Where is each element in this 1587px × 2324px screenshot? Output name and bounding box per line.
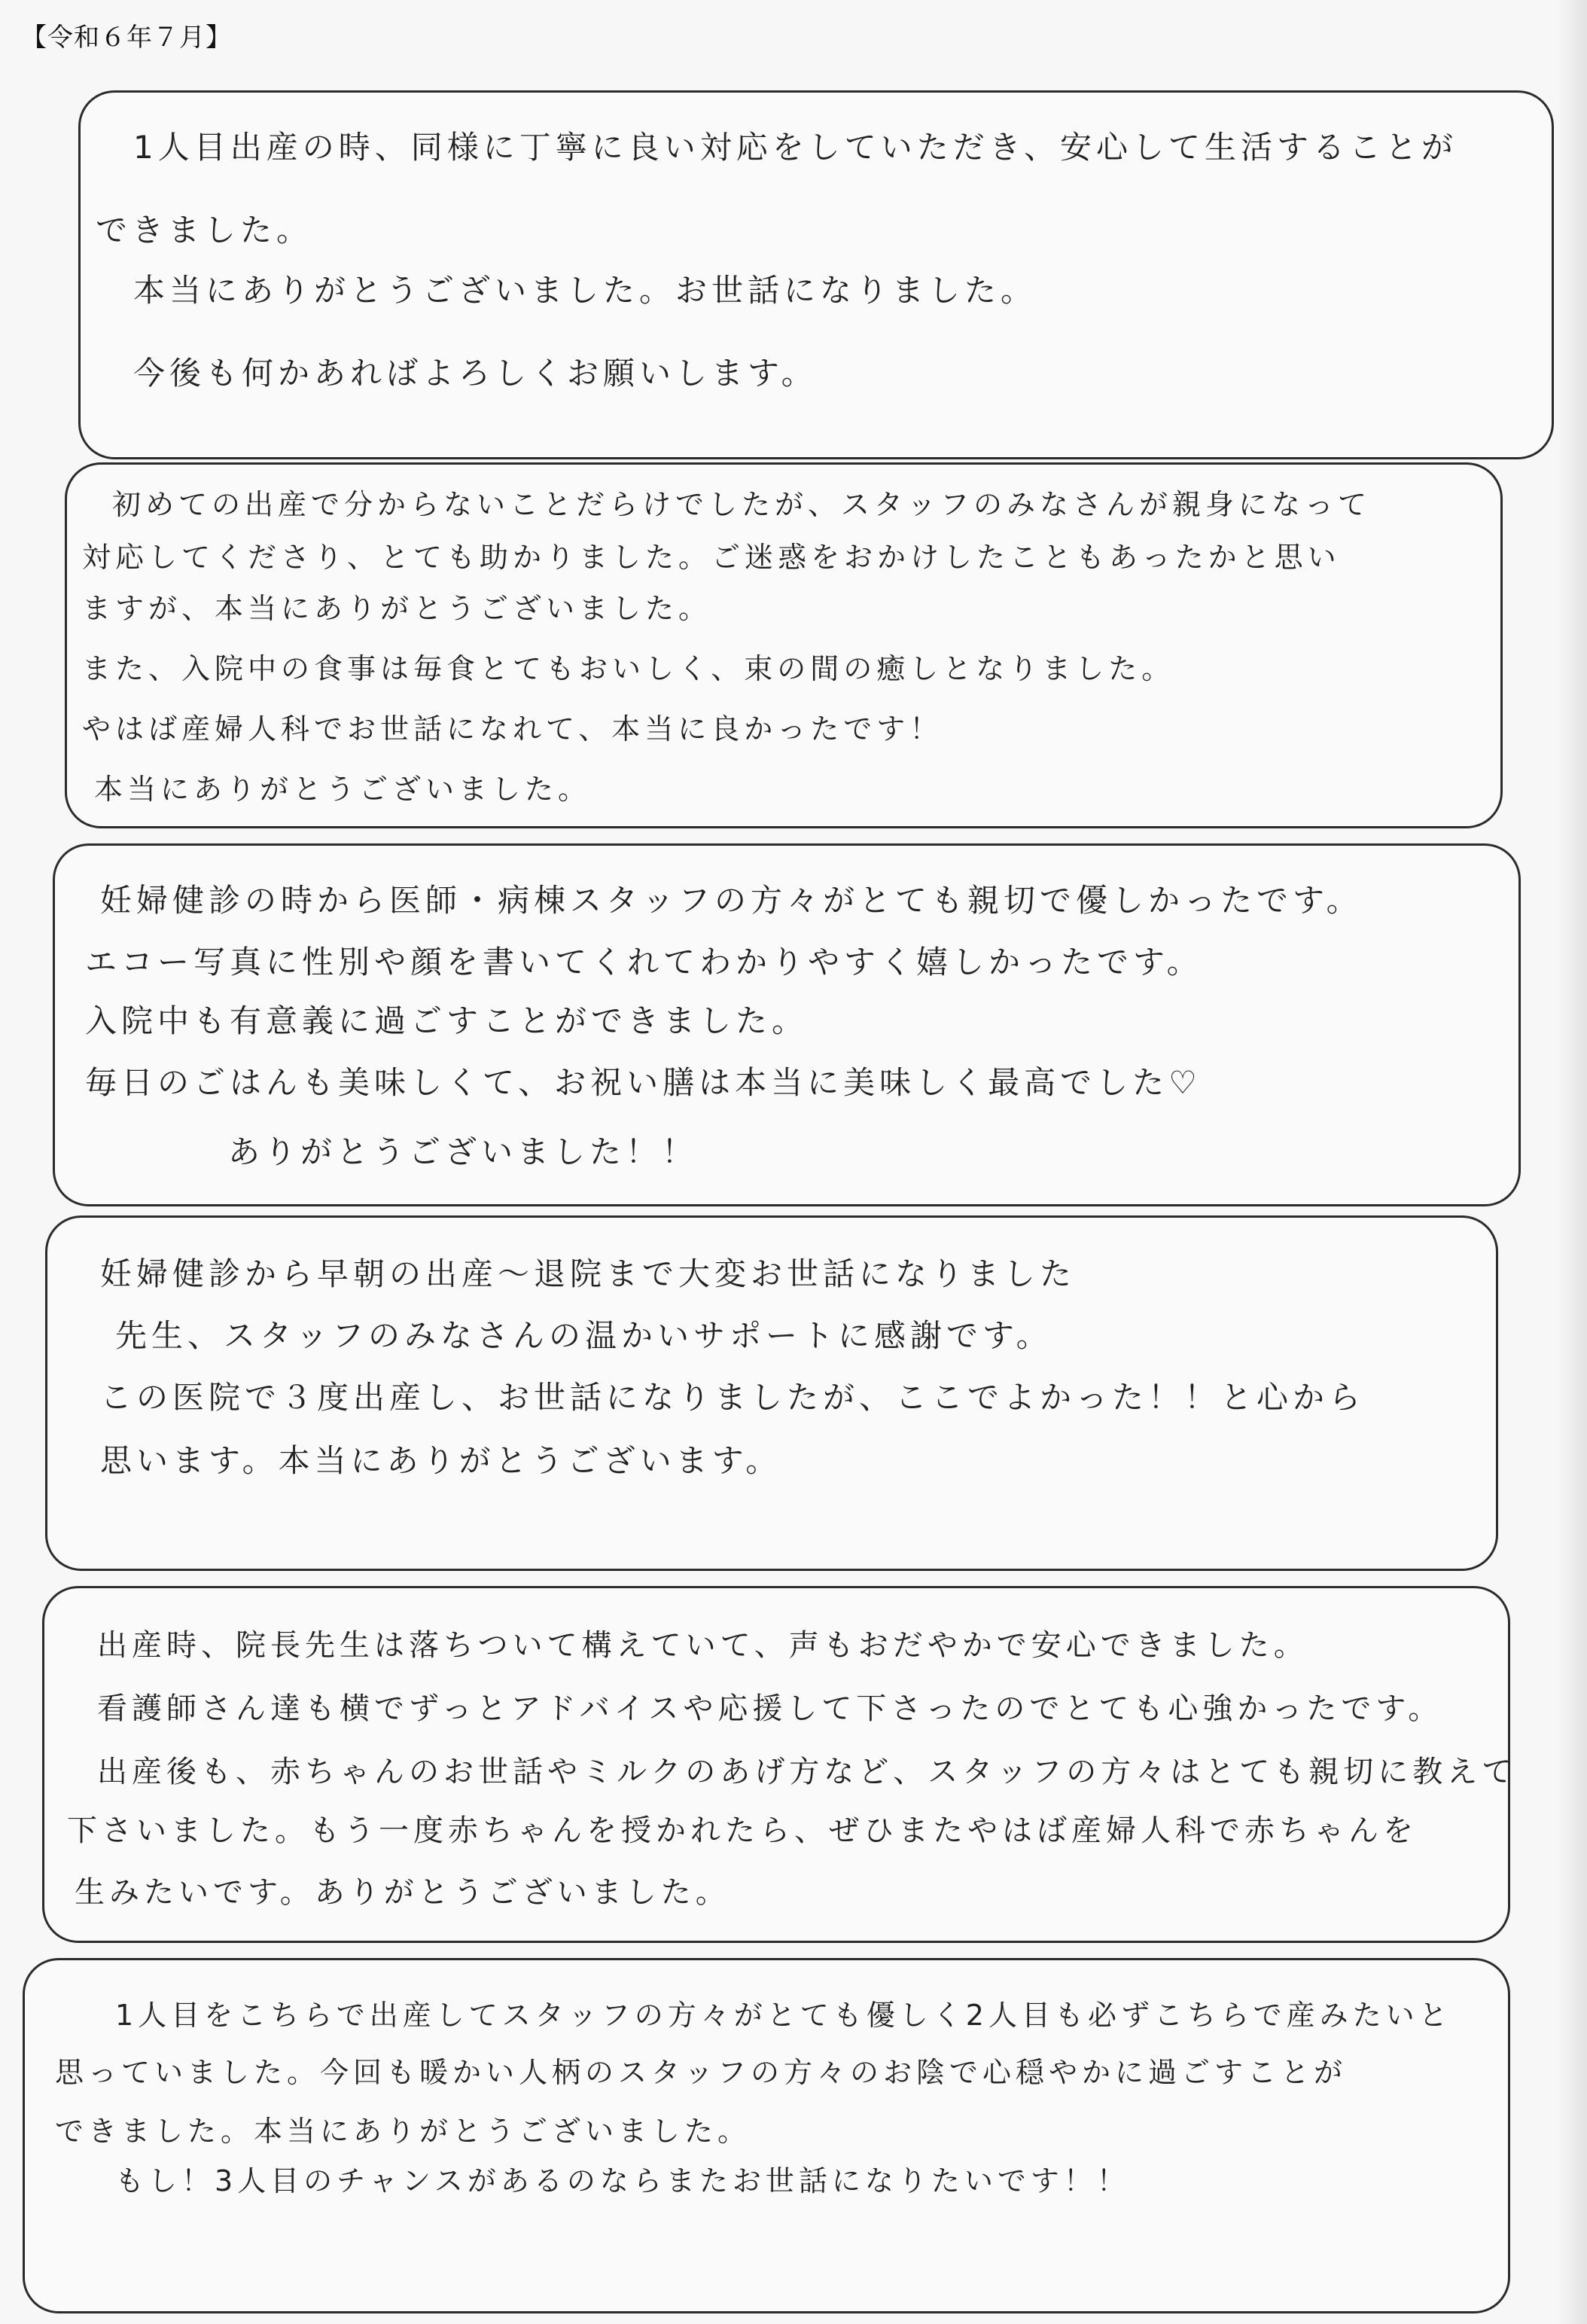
comment-line: 1人目をこちらで出産してスタッフの方々がとても優しく2人目も必ずこちらで産みたいと [115, 1999, 1452, 2032]
comment-line: 思います。本当にありがとうございます。 [100, 1442, 782, 1479]
comment-line: もし！3人目のチャンスがあるのならまたお世話になりたいです！！ [115, 2164, 1130, 2197]
comment-card-5 [42, 1586, 1517, 1943]
comment-line: 出産後も、赤ちゃんのお世話やミルクのあげ方など、スタッフの方々はとても親切に教えて [97, 1755, 1517, 1789]
comment-line: 先生、スタッフのみなさんの温かいサポートに感謝です。 [115, 1317, 1052, 1354]
date-header: 【令和６年７月】 [21, 23, 232, 53]
comment-line: 思っていました。今回も暖かい人柄のスタッフの方々のお陰で心穏やかに過ごすことが [55, 2056, 1348, 2089]
comment-card-4 [45, 1215, 1498, 1571]
comment-line: 毎日のごはんも美味しくて、お祝い膳は本当に美味しく最高でした♡ [85, 1064, 1202, 1101]
comment-line: 妊婦健診から早朝の出産〜退院まで大変お世話になりました [100, 1255, 1077, 1292]
comment-line: 入院中も有意義に過ごすことができました。 [85, 1002, 809, 1039]
comment-line: 生みたいです。ありがとうございました。 [75, 1875, 730, 1910]
comment-card-3 [53, 843, 1521, 1206]
comment-line: 本当にありがとうございました。 [94, 773, 592, 806]
comment-line: 看護師さん達も横でずっとアドバイスや応援して下さったのでとても心強かったです。 [97, 1691, 1443, 1726]
comment-line: 1人目出産の時、同様に丁寧に良い対応をしていただき、安心して生活することが [133, 129, 1458, 166]
comment-line: ありがとうございました！！ [228, 1133, 699, 1170]
comment-card-2 [65, 462, 1503, 828]
comment-line: 今後も何かあればよろしくお願いします。 [133, 355, 818, 392]
comment-card-1 [78, 90, 1554, 459]
comment-line: できました。 [96, 212, 313, 249]
comment-line: 本当にありがとうございました。お世話になりました。 [133, 272, 1037, 309]
comment-line: 妊婦健診の時から医師・病棟スタッフの方々がとても親切で優しかったです。 [100, 882, 1363, 919]
comment-line: この医院で３度出産し、お世話になりましたが、ここでよかった！！と心から [100, 1379, 1366, 1416]
comment-line: ますが、本当にありがとうございました。 [82, 592, 712, 625]
comment-line: また、入院中の食事は毎食とてもおいしく、束の間の癒しとなりました。 [82, 652, 1175, 685]
comment-line: できました。本当にありがとうございました。 [55, 2115, 751, 2148]
comment-card-6 [23, 1958, 1510, 2313]
comment-line: 下さいました。もう一度赤ちゃんを授かれたら、ぜひまたやはば産婦人科で赤ちゃんを [67, 1813, 1418, 1848]
comment-line: 出産時、院長先生は落ちついて構えていて、声もおだやかで安心できました。 [97, 1628, 1308, 1663]
comment-line: 初めての出産で分からないことだらけでしたが、スタッフのみなさんが親身になって [112, 488, 1372, 521]
comment-line: エコー写真に性別や顔を書いてくれてわかりやすく嬉しかったです。 [85, 944, 1203, 981]
page-edge-shadow [1557, 0, 1587, 2324]
comment-line: 対応してくださり、とても助かりました。ご迷惑をおかけしたこともあったかと思い [82, 541, 1341, 574]
comment-line: やはば産婦人科でお世話になれて、本当に良かったです！ [82, 712, 943, 746]
